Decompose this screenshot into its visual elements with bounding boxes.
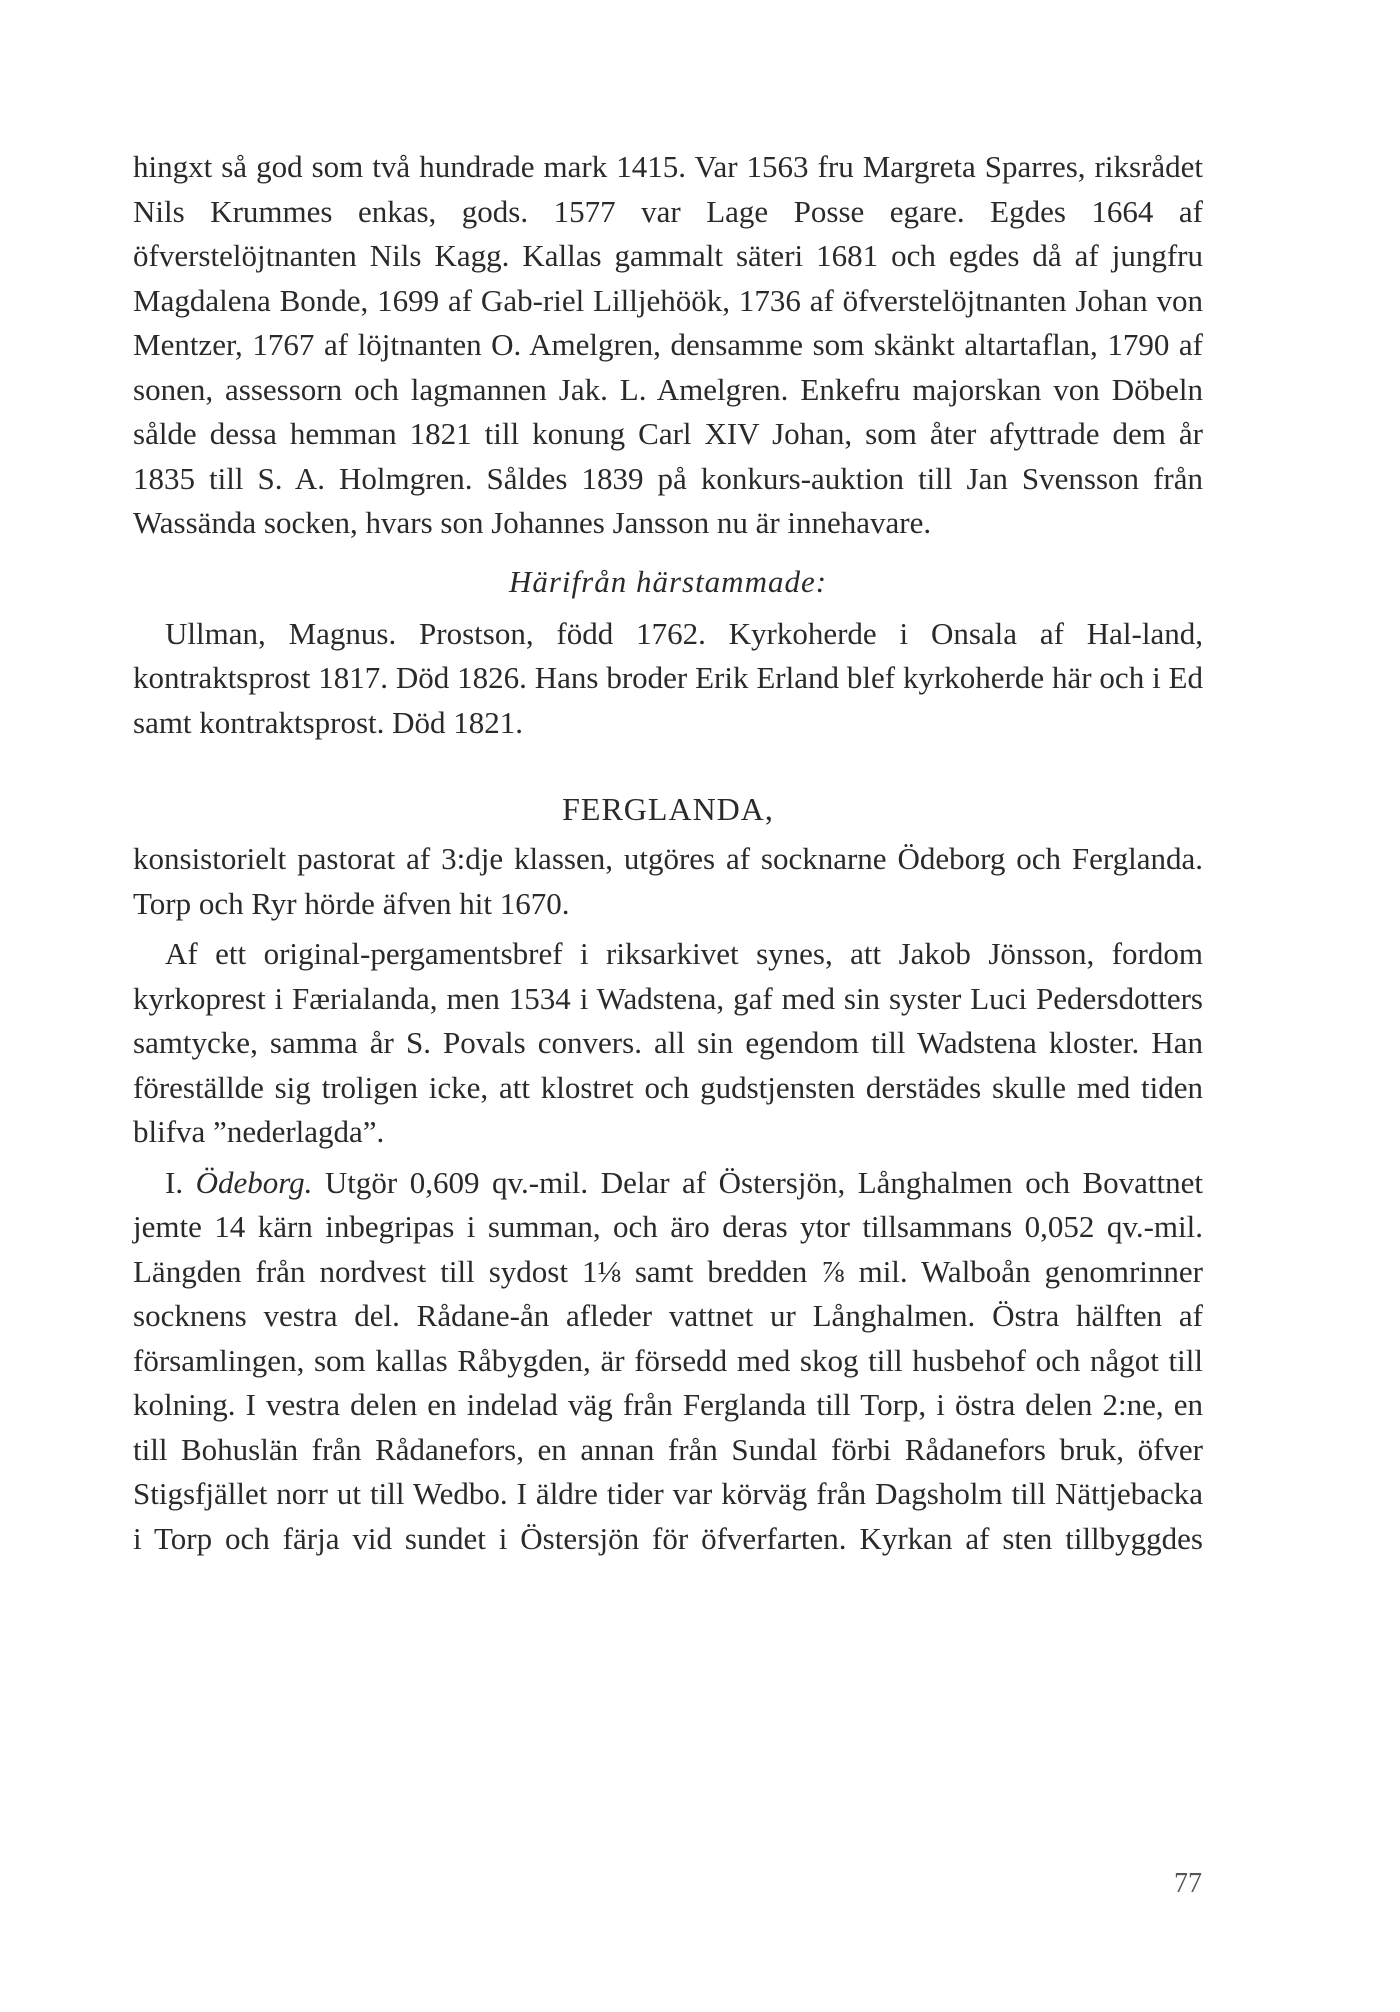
paragraph-original-bref: Af ett original-pergamentsbref i riksarkivet synes, att Jakob Jönsson, fordom kyrkoprest i Færialanda, men 1534 i Wadstena, gaf med sin syster Luci Pedersdotters samtycke, samma år S. Povals convers. all sin egendom till Wadstena kloster. Han föreställde sig troligen icke, att klostret och gudstjensten derstädes skulle med tiden blifva ”nederlagda”. <box>133 936 1203 1149</box>
odeborg-lead: I. <box>165 1164 196 1200</box>
odeborg-text: Utgör 0,609 qv.-mil. Delar af Östersjön, Långhalmen och Bovattnet jemte 14 kärn inbegripas i summan, och äro deras ytor tillsammans 0,052 qv.-mil. Längden från nordvest till sydost 1⅛ samt bredden ⅞ mil. Walboån genomrinner socknens vestra del. Rådane-ån afleder vattnet ur Långhalmen. Östra hälften af församlingen, som kallas Råbygden, är försedd med skog till husbehof och något till kolning. I vestra delen en indelad väg från Ferglanda till Torp, i östra delen 2:ne, en till Bohuslän från Rådanefors, en annan från Sundal förbi Rådanefors bruk, öfver Stigsfjället norr ut till Wedbo. I äldre tider var körväg från Dagsholm till Nättjebacka i Torp och färja vid sundet i Östersjön för öfverfarten. Kyrkan af sten tillbyggdes <box>133 1164 1203 1556</box>
document-page <box>133 145 1203 1561</box>
paragraph-odeborg <box>133 1161 1203 1562</box>
section-heading-ferglanda: FERGLANDA, <box>562 791 774 827</box>
paragraph-pastorat: konsistorielt pastorat af 3:dje klassen, utgöres af socknarne Ödeborg och Ferglanda. Torp och Ryr hörde äfven hit 1670. <box>133 841 1203 921</box>
subheading-harifran: Härifrån härstammade: <box>508 563 828 599</box>
paragraph-ownership-history: hingxt så god som två hundrade mark 1415. Var 1563 fru Margreta Sparres, riksrådet Nils Krummes enkas, gods. 1577 var Lage Posse egare. Egdes 1664 af öfverstelöjtnanten Nils Kagg. Kallas gammalt säteri 1681 och egdes då af jungfru Magdalena Bonde, 1699 af Gab-riel Lilljehöök, 1736 af öfverstelöjtnanten Johan von Mentzer, 1767 af löjtnanten O. Amelgren, densamme som skänkt altartaflan, 1790 af sonen, assessorn och lagmannen Jak. L. Amelgren. Enkefru majorskan von Döbeln sålde dessa hemman 1821 till konung Carl XIV Johan, som åter afyttrade dem år 1835 till S. A. Holmgren. Såldes 1839 på konkurs-auktion till Jan Svensson från Wassända socken, hvars son Johannes Jansson nu är innehavare. <box>133 149 1203 540</box>
paragraph-ullman: Ullman, Magnus. Prostson, född 1762. Kyrkoherde i Onsala af Hal-land, kontraktsprost 1817. Död 1826. Hans broder Erik Erland blef kyrkoherde här och i Ed samt kontraktsprost. Död 1821. <box>133 615 1203 740</box>
odeborg-name: Ödeborg. <box>195 1164 313 1200</box>
page-number: 77 <box>1174 1868 1202 1899</box>
